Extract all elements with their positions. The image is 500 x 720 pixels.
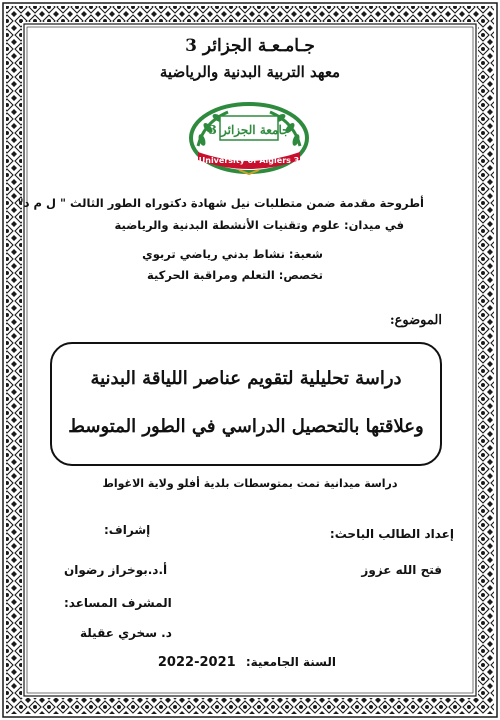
supervision-label: إشراف: (104, 523, 151, 537)
branch-line: شعبة: نشاط بدني رياضي تربوي (142, 247, 323, 261)
field-line: في ميدان: علوم وتقنيات الأنشطة البدنية والرياضية (114, 218, 404, 232)
academic-year-label: السنة الجامعية: (245, 655, 336, 669)
university-name: جـامـعـة الجزائر 3 (185, 36, 315, 56)
study-note: دراسة ميدانية تمت بمتوسطات بلدية أفلو ولاية الاغواط (102, 477, 398, 490)
logo-arabic-text: جامعة الجزائر 3 (208, 123, 290, 137)
supervisor-name: أ.د.بوخراز رضوان (64, 563, 168, 577)
thesis-title-line-1: دراسة تحليلية لتقويم عناصر اللياقة البدنية (90, 368, 402, 389)
institute-name: معهد التربية البدنية والرياضية (159, 63, 341, 81)
specialty-line: تخصص: التعلم ومراقبة الحركية (146, 268, 323, 282)
assistant-supervisor-label: المشرف المساعد: (64, 596, 172, 610)
thesis-title-line-2: وعلاقتها بالتحصيل الدراسي في الطور المتوسط (68, 416, 424, 437)
student-label: إعداد الطالب الباحث: (329, 527, 454, 541)
logo-emblem-icon (184, 100, 314, 176)
degree-line: أطروحة مقدمة ضمن متطلبات نيل شهادة دكتوراه الطور الثالث " ل م د" (17, 196, 424, 210)
university-logo (184, 100, 314, 176)
subject-label: الموضوع: (389, 313, 442, 328)
academic-year (157, 655, 336, 670)
thesis-title-box (50, 342, 442, 466)
logo-latin-text: University of Algiers 3 (198, 156, 300, 165)
student-name: فتح الله عزوز (361, 563, 442, 577)
assistant-supervisor-name: د. سخري عقيلة (80, 626, 172, 640)
academic-year-value: 2021-2022 (157, 655, 236, 670)
